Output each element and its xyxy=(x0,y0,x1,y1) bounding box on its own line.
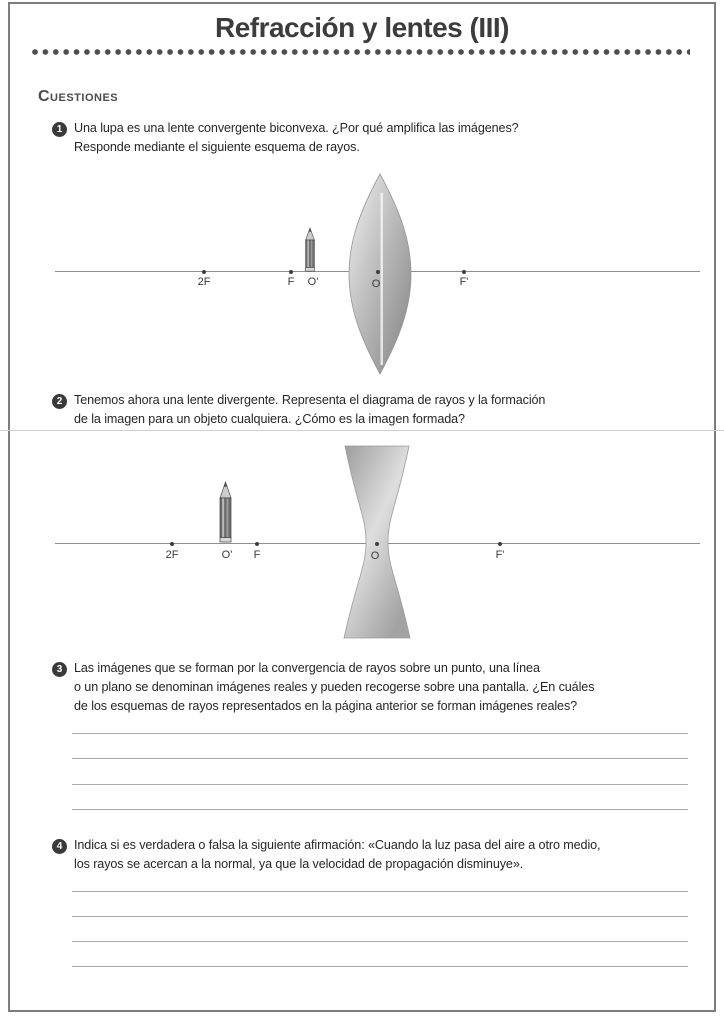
point-o-dot xyxy=(376,270,380,274)
page-title: Refracción y lentes (III) xyxy=(214,12,510,43)
question-1-line-1: Una lupa es una lente convergente biconvexa. ¿Por qué amplifica las imágenes? xyxy=(74,121,519,135)
label-o-prime: O' xyxy=(307,276,319,288)
label-o: O xyxy=(371,278,381,290)
answer-line xyxy=(72,784,688,785)
point-f-dot xyxy=(289,270,293,274)
question-4-text xyxy=(74,836,600,874)
label-o-prime-2: O' xyxy=(221,549,233,561)
question-2-number-badge: 2 xyxy=(52,394,67,409)
biconvex-lens xyxy=(347,171,413,377)
label-f-prime: F' xyxy=(459,276,469,288)
question-2-line-1: Tenemos ahora una lente divergente. Representa el diagrama de rayos y la formación xyxy=(74,393,546,407)
point-2f-dot xyxy=(202,270,206,274)
label-f-prime-2: F' xyxy=(495,549,505,561)
point-2f-dot-2 xyxy=(170,542,174,546)
question-2-line-2: de la imagen para un objeto cualquiera. ¿Cómo es la imagen formada? xyxy=(74,412,465,426)
question-4-line-1: Indica si es verdadera o falsa la siguiente afirmación: «Cuando la luz pasa del aire a otro medio, xyxy=(74,838,601,852)
question-4-number-badge: 4 xyxy=(52,839,67,854)
label-2f: 2F xyxy=(197,276,211,288)
answer-line xyxy=(72,733,688,734)
label-f: F xyxy=(287,276,295,288)
dotted-separator xyxy=(32,48,690,56)
point-f-prime-dot-2 xyxy=(498,542,502,546)
question-3-line-1: Las imágenes que se forman por la convergencia de rayos sobre un punto, una línea xyxy=(74,661,540,675)
label-2f-2: 2F xyxy=(165,549,179,561)
point-f-prime-dot xyxy=(462,270,466,274)
label-f-2: F xyxy=(253,549,261,561)
section-heading: Cuestiones xyxy=(38,88,119,105)
answer-line xyxy=(72,966,688,967)
answer-line xyxy=(72,891,688,892)
answer-line xyxy=(72,916,688,917)
answer-line xyxy=(72,809,688,810)
question-3-line-2: o un plano se denominan imágenes reales y pueden recogerse sobre una pantalla. ¿En cuáles xyxy=(74,680,595,694)
answer-line xyxy=(72,941,688,942)
scan-seam-line xyxy=(0,430,724,431)
point-o-dot-2 xyxy=(375,542,379,546)
question-3-text xyxy=(74,659,594,716)
question-2-text xyxy=(74,391,545,429)
pencil-object xyxy=(305,227,315,272)
question-1-line-2: Responde mediante el siguiente esquema de rayos. xyxy=(74,140,360,154)
question-3-line-3: de los esquemas de rayos representados en la página anterior se forman imágenes reales? xyxy=(74,699,578,713)
answer-line xyxy=(72,758,688,759)
question-4-line-2: los rayos se acercan a la normal, ya que la velocidad de propagación disminuye». xyxy=(74,857,524,871)
question-1-number-badge: 1 xyxy=(52,122,67,137)
point-f-dot-2 xyxy=(255,542,259,546)
pencil-object-2 xyxy=(219,481,232,543)
question-1-text xyxy=(74,119,519,157)
question-3-number-badge: 3 xyxy=(52,662,67,677)
label-o-2: O xyxy=(370,550,380,562)
